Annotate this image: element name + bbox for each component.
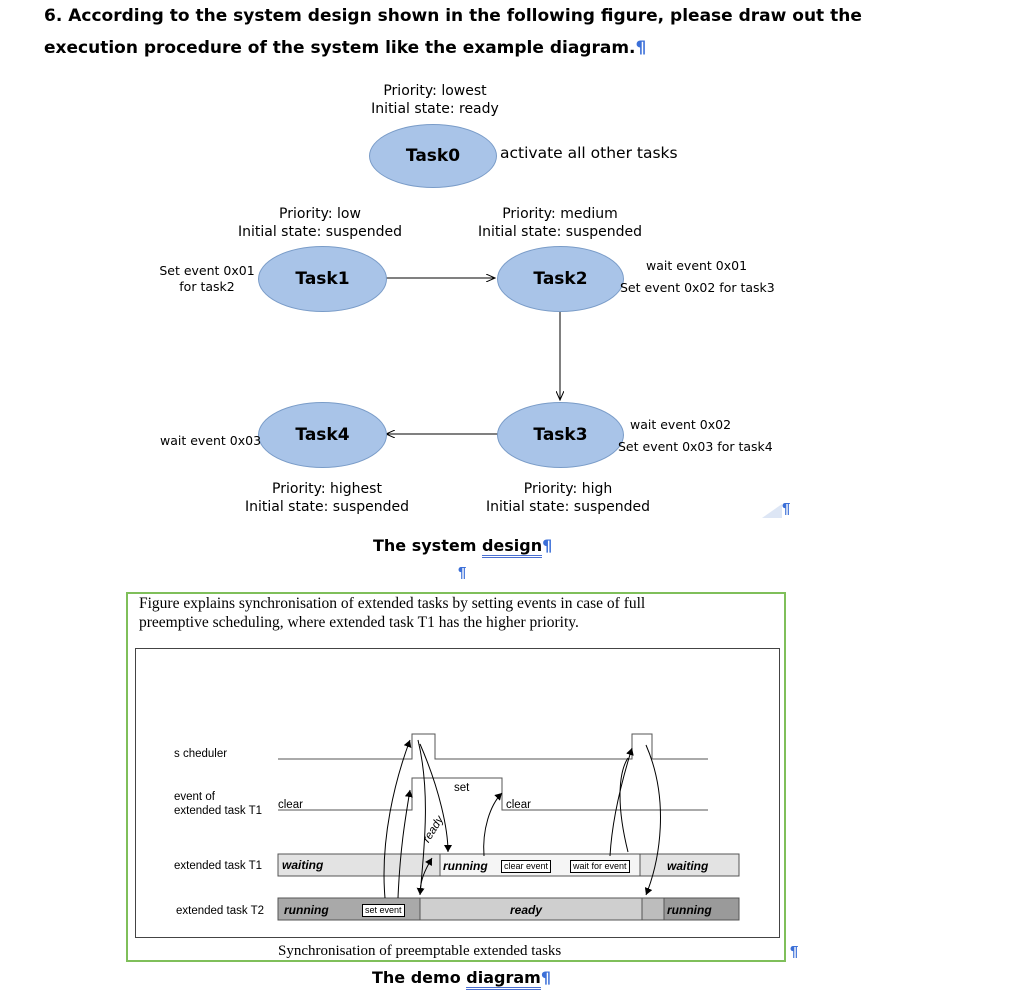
task3-priority: Priority: high: [523, 481, 613, 497]
scheduler-line: [278, 734, 708, 759]
task3-state: Initial state: suspended: [485, 499, 651, 515]
demo-caption-part1: The demo: [372, 968, 467, 987]
pilcrow-mark: ¶: [635, 38, 647, 58]
label-ready-diagonal: ready: [420, 814, 447, 845]
t1-clear-event-box: clear event: [501, 860, 551, 873]
task2-note-line1: wait event 0x01: [646, 258, 748, 273]
task1-note-line1: Set event 0x01: [159, 263, 255, 278]
t2-running-1: running: [284, 903, 329, 917]
task4-priority: Priority: highest: [272, 481, 382, 497]
t2-set-event-box: set event: [362, 904, 405, 917]
pilcrow-mark: ¶: [540, 968, 551, 987]
row-label-scheduler: s cheduler: [174, 748, 228, 760]
label-clear-1: clear: [278, 799, 303, 811]
row-label-event-line2: extended task T1: [174, 805, 263, 817]
t1-wait-for-event-box: wait for event: [570, 860, 630, 873]
curve-arrow-6: [484, 793, 502, 856]
row-label-t1: extended task T1: [174, 860, 263, 872]
task3-note-line2: Set event 0x03 for task4: [618, 439, 773, 454]
pilcrow-empty-line: ¶: [458, 564, 467, 581]
curve-arrow-9: [620, 758, 628, 852]
system-design-caption-part2: design: [482, 536, 542, 558]
task1-note-line2: for task2: [179, 279, 235, 294]
task2-state: Initial state: suspended: [477, 224, 643, 240]
demo-description-line1: Figure explains synchronisation of extended tasks by setting events in case of full: [139, 595, 646, 612]
label-clear-2: clear: [506, 799, 531, 811]
task0-priority: Priority: lowest: [383, 83, 487, 99]
t2-running-2: running: [667, 903, 712, 917]
pilcrow-right-1-mark: ¶: [782, 500, 791, 517]
pilcrow-mark: ¶: [542, 536, 553, 555]
curve-arrow-7: [610, 748, 632, 856]
demo-diagram-caption: [372, 968, 551, 987]
task2-name: Task2: [533, 269, 588, 289]
row-label-t2: extended task T2: [176, 905, 265, 917]
task4-state: Initial state: suspended: [244, 499, 410, 515]
task1-name: Task1: [295, 269, 350, 289]
task2-note-line2: Set event 0x02 for task3: [620, 280, 775, 295]
t1-running: running: [443, 859, 488, 873]
task2-priority: Priority: medium: [502, 206, 618, 222]
task4-note: wait event 0x03: [160, 433, 262, 448]
demo-caption-part2: diagram: [466, 968, 541, 990]
task3-name: Task3: [533, 425, 588, 445]
t1-waiting-1: waiting: [282, 858, 324, 872]
task1-state: Initial state: suspended: [237, 224, 403, 240]
task0-state: Initial state: ready: [371, 101, 499, 117]
system-design-caption-part1: The system: [373, 536, 482, 555]
task0-name: Task0: [405, 146, 461, 166]
row-label-event-line1: event of: [174, 791, 215, 803]
pilcrow-right-2: ¶: [790, 943, 799, 960]
question-line-1: 6. According to the system design shown in the following figure, please draw out the: [44, 6, 862, 26]
question-line-2-text: execution procedure of the system like the example diagram.: [44, 38, 636, 58]
demo-description-line2: preemptive scheduling, where extended task T1 has the higher priority.: [139, 614, 579, 631]
task0-note: activate all other tasks: [500, 144, 678, 162]
task4-name: Task4: [295, 425, 350, 445]
t2-ready: ready: [510, 903, 543, 917]
task1-priority: Priority: low: [279, 206, 361, 222]
t1-waiting-2: waiting: [667, 859, 709, 873]
demo-bottom-caption: Synchronisation of preemptable extended tasks: [278, 943, 562, 959]
label-set: set: [454, 782, 470, 794]
curve-arrow-2: [398, 790, 410, 898]
task3-note-line1: wait event 0x02: [630, 417, 732, 432]
